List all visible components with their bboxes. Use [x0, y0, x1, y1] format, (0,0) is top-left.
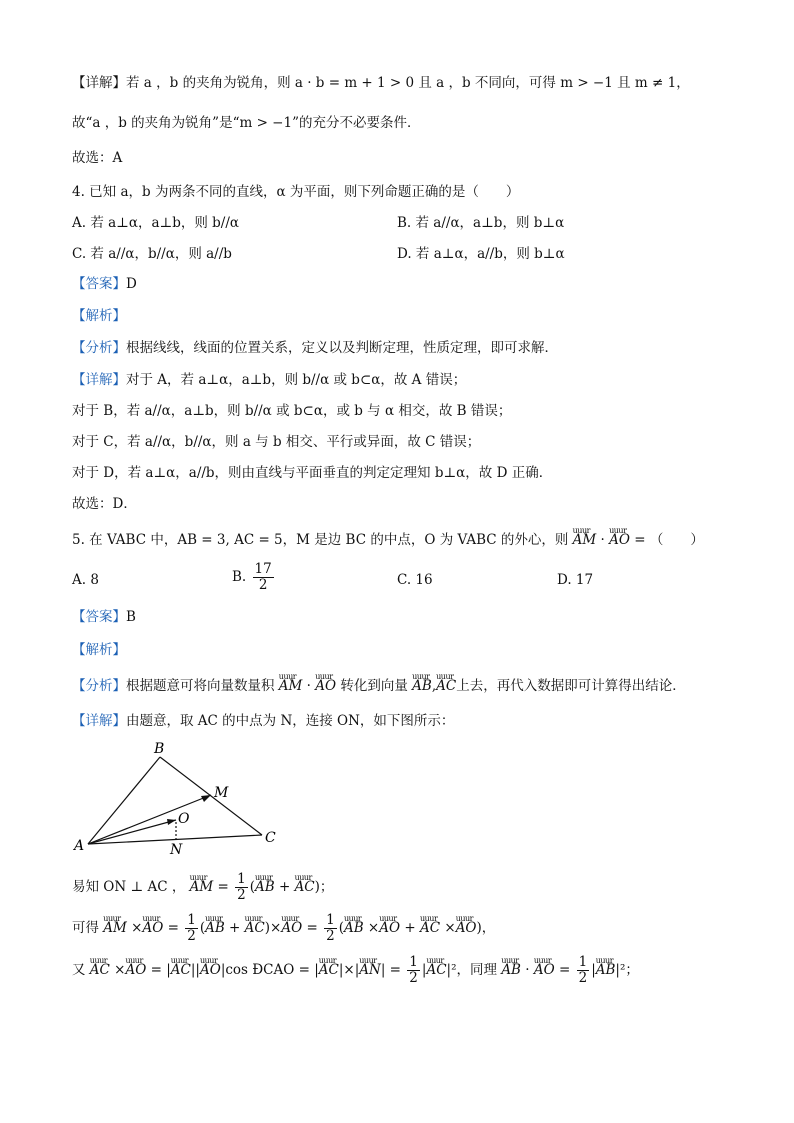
derivation-2: 可得 uuur AM ×uuur AO = $\frac{1}{2}$ (uuur AB + uuur AC)×uuur AO = $\frac{1}{2}$ (uuur AB ×uuur AO + uuur AC ×uuur AO)， — [72, 913, 495, 944]
triangle-sides — [88, 757, 262, 844]
q5-paren: （ ） — [649, 532, 704, 548]
q5-option-b-fraction — [253, 562, 274, 593]
q5-answer-value: B — [126, 609, 136, 625]
q5-option-a: A. 8 — [72, 572, 99, 588]
q4-detail-a — [72, 370, 466, 390]
derivation-1: 易知 ON ⊥ AC ， uuur AM = $\frac{1}{2}$ (uuur AB + uuur AC)； — [72, 872, 333, 903]
vec-ab: uuur AB — [412, 676, 432, 696]
detail-line-2: 故“a ，b 的夹角为锐角”是“m > −1”的充分不必要条件． — [72, 115, 421, 131]
you-text: 又 — [72, 962, 86, 978]
vec-ao: uuur AO — [609, 530, 630, 550]
q4-choice: 故选：D． — [72, 496, 137, 512]
tongli-text: ，同理 — [456, 962, 498, 978]
q4-option-b: B. 若 a//α，a⊥b，则 b⊥α — [397, 215, 565, 231]
q4-analysis — [72, 338, 558, 358]
q5-analysis-1: 根据题意可将向量数量积 — [126, 678, 275, 694]
q5-analysis-2: 转化到向量 — [340, 678, 408, 694]
vec-ao-2: uuur AO — [315, 676, 336, 696]
q5-option-c: C. 16 — [397, 572, 433, 588]
arrow-head-m — [201, 795, 211, 802]
choice-line-1: 故选：A — [72, 150, 123, 166]
q4-detail-d: 对于 D，若 a⊥α，a//b，则由直线与平面垂直的判定定理知 b⊥α，故 D 正确． — [72, 465, 553, 481]
detail-line-1: 【详解】若 a ，b 的夹角为锐角，则 a · b = m + 1 > 0 且 a ，b 不同向，可得 m > −1 且 m ≠ 1， — [72, 75, 690, 91]
q4-jiexi-tag: 【解析】 — [72, 308, 126, 324]
question-4: 4. 已知 a，b 为两条不同的直线，α 为平面，则下列命题正确的是（ ） — [72, 184, 520, 200]
q4-answer — [72, 274, 137, 294]
arrow-head-o — [167, 819, 176, 825]
frac-half-2: $\frac{1}{2}$ — [187, 912, 196, 944]
vec-am-3: uuur AM — [190, 877, 214, 897]
label-b: B — [154, 741, 165, 757]
q5-jiexi-tag: 【解析】 — [72, 642, 126, 658]
q5-answer — [72, 607, 136, 627]
vector-am-line — [88, 795, 211, 844]
q4-option-d: D. 若 a⊥α，a//b，则 b⊥α — [397, 246, 565, 262]
analysis-tag-5: 【分析】 — [72, 678, 126, 694]
q4-analysis-text: 根据线线，线面的位置关系，定义以及判断定理，性质定理，即可求解． — [126, 340, 558, 356]
question-5: 5. 在 VABC 中，AB = 3, AC = 5，M 是边 BC 的中点，O 为 VABC 的外心，则 uuur AM · uuur AO = （ ） — [72, 530, 704, 550]
q4-detail-c: 对于 C，若 a//α，b//α，则 a 与 b 相交、平行或异面，故 C 错误； — [72, 434, 481, 450]
q5-detail — [72, 711, 454, 731]
label-o: O — [178, 811, 190, 827]
triangle-figure — [70, 740, 290, 860]
vec-am: uuur AM — [573, 530, 597, 550]
vec-am-2: uuur AM — [279, 676, 303, 696]
q5-analysis: 【分析】根据题意可将向量数量积 uuur AM · uuur AO 转化到向量 uuur AB,uuur AC上去，再代入数据即可计算得出结论． — [72, 676, 686, 696]
label-a: A — [74, 838, 85, 854]
q4-answer-value: D — [126, 276, 137, 292]
frac-den: 2 — [258, 577, 268, 593]
answer-tag-5: 【答案】 — [72, 609, 126, 625]
q4-detail-b: 对于 B，若 a//α，a⊥b，则 b//α 或 b⊂α，或 b 与 α 相交，故 B 错误； — [72, 403, 512, 419]
frac-half-3: $\frac{1}{2}$ — [326, 912, 335, 944]
q4-option-c: C. 若 a//α，b//α，则 a//b — [72, 246, 232, 262]
derivation-3: 又 uuur AC ×uuur AO = |uuur AC||uuur AO|cos ÐCAO = |uuur AC|×|uuur AN| = $\frac{1}{2}$ |uuur AC|²，同理 uuur AB · uuur AO = $\frac{1}{2}$ |uuur AB|²； — [72, 955, 639, 986]
detail-tag: 【详解】 — [72, 372, 126, 388]
label-c: C — [265, 830, 276, 846]
q5-option-b-label: B. — [232, 569, 247, 585]
q5-stem: 5. 在 VABC 中，AB = 3, AC = 5，M 是边 BC 的中点，O 为 VABC 的外心，则 — [72, 532, 569, 548]
detail-tag-5: 【详解】 — [72, 713, 126, 729]
frac-num: 17 — [254, 561, 272, 577]
frac-half-5: $\frac{1}{2}$ — [578, 954, 588, 986]
q5-analysis-3: 上去，再代入数据即可计算得出结论． — [456, 678, 686, 694]
label-m: M — [214, 785, 229, 801]
q5-detail-text: 由题意，取 AC 的中点为 N，连接 ON，如下图所示： — [126, 713, 455, 729]
answer-tag: 【答案】 — [72, 276, 126, 292]
yizhi-text: 易知 ON ⊥ AC ， — [72, 879, 186, 895]
q5-option-d: D. 17 — [557, 572, 594, 588]
kede-text: 可得 — [72, 920, 99, 936]
frac-half-1: $\frac{1}{2}$ — [237, 871, 246, 903]
q4-option-a: A. 若 a⊥α，a⊥b，则 b//α — [72, 215, 240, 231]
label-n: N — [170, 842, 183, 858]
frac-half-4: $\frac{1}{2}$ — [409, 954, 418, 986]
q5-option-b — [232, 562, 276, 593]
q4-detail-a-text: 对于 A，若 a⊥α，a⊥b，则 b//α 或 b⊂α，故 A 错误； — [126, 372, 467, 388]
side-ab — [88, 757, 160, 844]
vec-ac: uuur AC — [436, 676, 456, 696]
analysis-tag: 【分析】 — [72, 340, 126, 356]
side-bc — [160, 757, 262, 835]
